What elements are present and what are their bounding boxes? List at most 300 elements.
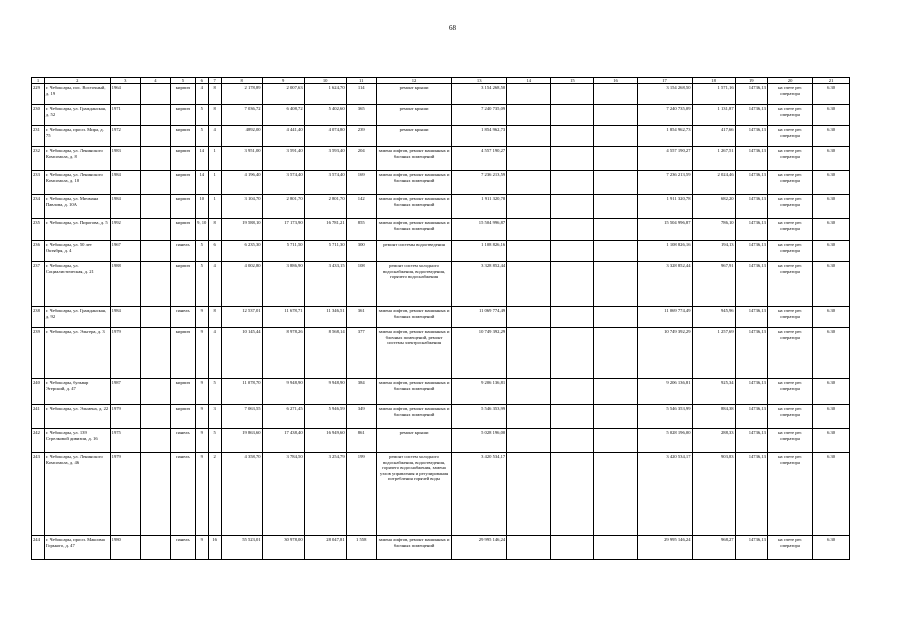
table-cell-col-14 bbox=[507, 241, 551, 262]
table-cell-col-11: 377 bbox=[346, 328, 376, 379]
table-cell-col-13: 1 854 962,73 bbox=[452, 126, 507, 147]
table-cell-col-11: 199 bbox=[346, 453, 376, 536]
table-cell-col-12: замена лифтов, ремонт машинных и блочных помещений bbox=[376, 307, 451, 328]
table-row bbox=[32, 429, 850, 453]
table-cell-col-12: замена лифтов, ремонт машинных и блочных помещений bbox=[376, 379, 451, 405]
table-cell-col-12: ремонт крыши bbox=[376, 429, 451, 453]
table-cell-col-1: 230 bbox=[32, 105, 45, 126]
table-cell-col-2: г. Чебоксары, ул. Ленинского Комсомола, д. 10 bbox=[44, 171, 110, 195]
table-cell-col-16 bbox=[594, 405, 637, 429]
table-cell-col-15 bbox=[551, 429, 594, 453]
table-cell-col-16 bbox=[594, 126, 637, 147]
table-cell-col-2: г. Чебоксары, ул. 50 лет Октября, д. 4 bbox=[44, 241, 110, 262]
table-cell-col-14 bbox=[507, 405, 551, 429]
table-cell-col-13: 7 236 213,59 bbox=[452, 171, 507, 195]
table-cell-col-20: на счете рег. оператора bbox=[767, 84, 812, 105]
table-cell-col-9: 11 678,71 bbox=[262, 307, 304, 328]
table-cell-col-12: ремонт крыши bbox=[376, 126, 451, 147]
table-cell-col-2: г. Чебоксары, ул. Ленинского Комсомола, д. 8 bbox=[44, 147, 110, 171]
table-cell-col-2: г. Чебоксары, ул. 139 Стрелковой дивизии, д. 16 bbox=[44, 429, 110, 453]
table-cell-col-19: 14736,13 bbox=[735, 328, 767, 379]
table-cell-col-8: 4 002,80 bbox=[221, 262, 262, 307]
table-cell-col-15 bbox=[551, 453, 594, 536]
table-cell-col-13: 5 546 353,99 bbox=[452, 405, 507, 429]
table-cell-col-12: замена лифтов, ремонт машинных и блочных помещений bbox=[376, 171, 451, 195]
table-cell-col-6: 9 bbox=[195, 379, 208, 405]
table-cell-col-18: 1 267,51 bbox=[692, 147, 735, 171]
table-cell-col-6: 5 bbox=[195, 262, 208, 307]
table-cell-col-6: 9 bbox=[195, 536, 208, 560]
table-cell-col-3: 1979 bbox=[110, 453, 140, 536]
table-cell-col-17: 11 069 774,49 bbox=[637, 307, 692, 328]
column-number-16: 16 bbox=[594, 78, 637, 84]
table-cell-col-9: 3 574,40 bbox=[262, 171, 304, 195]
table-cell-col-19: 14736,13 bbox=[735, 429, 767, 453]
table-cell-col-20: на счете рег. оператора bbox=[767, 241, 812, 262]
table-cell-col-2: г. Чебоксары, ул. Эльгера, д. 3 bbox=[44, 328, 110, 379]
table-cell-col-12: ремонт систем холодного водоснабжения, водоотведения, горячего водоснабжения, замена узлов управления и регулирования потребления горячей воды bbox=[376, 453, 451, 536]
table-cell-col-13: 3 328 852,44 bbox=[452, 262, 507, 307]
column-number-18: 18 bbox=[692, 78, 735, 84]
table-cell-col-3: 1972 bbox=[110, 126, 140, 147]
table-cell-col-19: 14736,13 bbox=[735, 307, 767, 328]
table-cell-col-5: кирпич bbox=[171, 84, 196, 105]
table-cell-col-8: 7 063,55 bbox=[221, 405, 262, 429]
table-cell-col-17: 7 236 213,59 bbox=[637, 171, 692, 195]
table-cell-col-1: 233 bbox=[32, 171, 45, 195]
table-cell-col-10: 3 433,15 bbox=[304, 262, 346, 307]
table-cell-col-3: 1964 bbox=[110, 84, 140, 105]
table-cell-col-2: г. Чебоксары, ул. Гражданская, д. 52 bbox=[44, 105, 110, 126]
table-cell-col-21: 6.30 bbox=[813, 262, 850, 307]
table-cell-col-4 bbox=[140, 105, 170, 126]
table-cell-col-2: г. Чебоксары, ул. Социалистическая, д. 21 bbox=[44, 262, 110, 307]
table-cell-col-2: г. Чебоксары, ул. Ленинского Комсомола, д. 46 bbox=[44, 453, 110, 536]
table-cell-col-4 bbox=[140, 171, 170, 195]
column-number-3: 3 bbox=[110, 78, 140, 84]
table-cell-col-10: 16 781,21 bbox=[304, 219, 346, 241]
table-cell-col-21: 6.30 bbox=[813, 195, 850, 219]
table-cell-col-16 bbox=[594, 195, 637, 219]
column-number-10: 10 bbox=[304, 78, 346, 84]
table-cell-col-7: 8 bbox=[208, 105, 221, 126]
table-cell-col-11: 114 bbox=[346, 84, 376, 105]
table-cell-col-21: 6.30 bbox=[813, 147, 850, 171]
table-cell-col-3: 1984 bbox=[110, 195, 140, 219]
table-cell-col-17: 10 749 392,29 bbox=[637, 328, 692, 379]
table-cell-col-1: 239 bbox=[32, 328, 45, 379]
table-cell-col-8: 3 104,70 bbox=[221, 195, 262, 219]
table-cell-col-13: 7 240 735,09 bbox=[452, 105, 507, 126]
table-cell-col-16 bbox=[594, 171, 637, 195]
table-row bbox=[32, 105, 850, 126]
table-cell-col-4 bbox=[140, 219, 170, 241]
table-cell-col-15 bbox=[551, 262, 594, 307]
table-cell-col-18: 967,91 bbox=[692, 262, 735, 307]
table-cell-col-3: 1983 bbox=[110, 147, 140, 171]
table-cell-col-11: 1 558 bbox=[346, 536, 376, 560]
table-cell-col-2: г. Чебоксары, пос. Восточный, д. 19 bbox=[44, 84, 110, 105]
table-cell-col-7: 1 bbox=[208, 147, 221, 171]
table-cell-col-10: 8 568,14 bbox=[304, 328, 346, 379]
table-cell-col-17: 3 154 268,50 bbox=[637, 84, 692, 105]
table-cell-col-21: 6.30 bbox=[813, 307, 850, 328]
table-cell-col-5: панель bbox=[171, 307, 196, 328]
table-cell-col-8: 2 178,89 bbox=[221, 84, 262, 105]
table-cell-col-9: 3 784,50 bbox=[262, 453, 304, 536]
table-cell-col-3: 1987 bbox=[110, 379, 140, 405]
table-cell-col-1: 236 bbox=[32, 241, 45, 262]
table-cell-col-11: 361 bbox=[346, 307, 376, 328]
table-cell-col-10: 16 949,60 bbox=[304, 429, 346, 453]
table-cell-col-14 bbox=[507, 379, 551, 405]
table-cell-col-7: 4 bbox=[208, 328, 221, 379]
table-row bbox=[32, 84, 850, 105]
table-cell-col-3: 1992 bbox=[110, 219, 140, 241]
table-cell-col-21: 6.30 bbox=[813, 429, 850, 453]
table-cell-col-11: 861 bbox=[346, 429, 376, 453]
table-cell-col-13: 10 749 392,29 bbox=[452, 328, 507, 379]
table-cell-col-19: 14736,13 bbox=[735, 126, 767, 147]
table-cell-col-15 bbox=[551, 105, 594, 126]
table-row bbox=[32, 307, 850, 328]
table-cell-col-17: 29 995 146,24 bbox=[637, 536, 692, 560]
table-cell-col-7: 5 bbox=[208, 379, 221, 405]
table-cell-col-16 bbox=[594, 328, 637, 379]
table-cell-col-1: 244 bbox=[32, 536, 45, 560]
table-cell-col-17: 9 206 136,81 bbox=[637, 379, 692, 405]
table-cell-col-4 bbox=[140, 241, 170, 262]
table-row bbox=[32, 126, 850, 147]
table-row bbox=[32, 453, 850, 536]
table-cell-col-2: г. Чебоксары, ул. Эльмена, д. 22 bbox=[44, 405, 110, 429]
table-cell-col-5: кирпич bbox=[171, 126, 196, 147]
table-cell-col-18: 925,34 bbox=[692, 379, 735, 405]
table-cell-col-11: 365 bbox=[346, 105, 376, 126]
table-cell-col-14 bbox=[507, 84, 551, 105]
table-cell-col-17: 1 911 320,78 bbox=[637, 195, 692, 219]
table-cell-col-7: 4 bbox=[208, 126, 221, 147]
table-cell-col-9: 4 441,40 bbox=[262, 126, 304, 147]
table-cell-col-17: 5 546 353,99 bbox=[637, 405, 692, 429]
table-cell-col-11: 349 bbox=[346, 405, 376, 429]
table-cell-col-20: на счете рег. оператора bbox=[767, 429, 812, 453]
table-cell-col-8: 4 196,40 bbox=[221, 171, 262, 195]
table-cell-col-12: замена лифтов, ремонт машинных и блочных помещений bbox=[376, 219, 451, 241]
table-cell-col-4 bbox=[140, 453, 170, 536]
table-cell-col-13: 5 028 196,00 bbox=[452, 429, 507, 453]
table-cell-col-10: 11 346,51 bbox=[304, 307, 346, 328]
table-cell-col-14 bbox=[507, 429, 551, 453]
table-cell-col-10: 5 711,30 bbox=[304, 241, 346, 262]
table-cell-col-17: 5 028 196,00 bbox=[637, 429, 692, 453]
table-cell-col-17: 3 328 852,44 bbox=[637, 262, 692, 307]
table-cell-col-15 bbox=[551, 328, 594, 379]
table-cell-col-6: 9 bbox=[195, 328, 208, 379]
column-number-8: 8 bbox=[221, 78, 262, 84]
table-cell-col-21: 6.30 bbox=[813, 379, 850, 405]
table-cell-col-5: кирпич bbox=[171, 405, 196, 429]
table-cell-col-15 bbox=[551, 147, 594, 171]
table-cell-col-1: 235 bbox=[32, 219, 45, 241]
table-cell-col-13: 3 154 268,50 bbox=[452, 84, 507, 105]
table-cell-col-10: 5 946,59 bbox=[304, 405, 346, 429]
table-cell-col-19: 14736,13 bbox=[735, 405, 767, 429]
table-cell-col-1: 234 bbox=[32, 195, 45, 219]
table-cell-col-12: ремонт крыши bbox=[376, 84, 451, 105]
table-cell-col-3: 1979 bbox=[110, 405, 140, 429]
table-cell-col-19: 14736,13 bbox=[735, 147, 767, 171]
table-cell-col-2: г. Чебоксары, просп. Максима Горького, д. 47 bbox=[44, 536, 110, 560]
table-cell-col-21: 6.30 bbox=[813, 171, 850, 195]
table-cell-col-4 bbox=[140, 405, 170, 429]
table-cell-col-14 bbox=[507, 453, 551, 536]
table-cell-col-1: 237 bbox=[32, 262, 45, 307]
table-cell-col-17: 1 108 826,16 bbox=[637, 241, 692, 262]
table-cell-col-9: 6 408,72 bbox=[262, 105, 304, 126]
table-cell-col-12: замена лифтов, ремонт машинных и блочных помещений, ремонт системы электроснабжения bbox=[376, 328, 451, 379]
table-cell-col-5: кирпич bbox=[171, 147, 196, 171]
table-cell-col-21: 6.30 bbox=[813, 328, 850, 379]
column-number-17: 17 bbox=[637, 78, 692, 84]
table-cell-col-21: 6.30 bbox=[813, 453, 850, 536]
table-cell-col-9: 30 978,00 bbox=[262, 536, 304, 560]
table-cell-col-20: на счете рег. оператора bbox=[767, 328, 812, 379]
table-cell-col-13: 4 557 190,27 bbox=[452, 147, 507, 171]
table-cell-col-6: 9 bbox=[195, 405, 208, 429]
table-cell-col-20: на счете рег. оператора bbox=[767, 147, 812, 171]
table-cell-col-5: кирпич bbox=[171, 379, 196, 405]
table-cell-col-14 bbox=[507, 105, 551, 126]
table-cell-col-13: 3 420 534,17 bbox=[452, 453, 507, 536]
table-cell-col-14 bbox=[507, 307, 551, 328]
table-row bbox=[32, 195, 850, 219]
table-cell-col-8: 19 588,10 bbox=[221, 219, 262, 241]
table-cell-col-17: 1 854 962,73 bbox=[637, 126, 692, 147]
table-cell-col-7: 2 bbox=[208, 453, 221, 536]
table-cell-col-1: 241 bbox=[32, 405, 45, 429]
table-cell-col-7: 1 bbox=[208, 195, 221, 219]
table-cell-col-6: 9 bbox=[195, 429, 208, 453]
table-cell-col-18: 903,83 bbox=[692, 453, 735, 536]
table-cell-col-2: г. Чебоксары, просп. Мира, д. 75 bbox=[44, 126, 110, 147]
table-cell-col-14 bbox=[507, 147, 551, 171]
table-cell-col-13: 1 911 320,78 bbox=[452, 195, 507, 219]
table-cell-col-19: 14736,13 bbox=[735, 536, 767, 560]
table-cell-col-17: 4 557 190,27 bbox=[637, 147, 692, 171]
table-cell-col-16 bbox=[594, 147, 637, 171]
column-number-15: 15 bbox=[551, 78, 594, 84]
table-cell-col-19: 14736,13 bbox=[735, 262, 767, 307]
table-cell-col-1: 242 bbox=[32, 429, 45, 453]
table-cell-col-19: 14736,13 bbox=[735, 453, 767, 536]
table-cell-col-17: 7 240 735,09 bbox=[637, 105, 692, 126]
table-cell-col-12: ремонт систем холодного водоснабжения, водоотведения, горячего водоснабжения bbox=[376, 262, 451, 307]
table-cell-col-18: 945,96 bbox=[692, 307, 735, 328]
table-cell-col-5: панель bbox=[171, 536, 196, 560]
table-cell-col-16 bbox=[594, 379, 637, 405]
table-cell-col-13: 11 069 774,49 bbox=[452, 307, 507, 328]
table-cell-col-8: 3 951,00 bbox=[221, 147, 262, 171]
table-cell-col-5: кирпич bbox=[171, 171, 196, 195]
table-cell-col-9: 8 978,26 bbox=[262, 328, 304, 379]
table-cell-col-20: на счете рег. оператора bbox=[767, 262, 812, 307]
table-cell-col-18: 1 257,69 bbox=[692, 328, 735, 379]
table-cell-col-20: на счете рег. оператора bbox=[767, 453, 812, 536]
table-row bbox=[32, 241, 850, 262]
table-cell-col-7: 3 bbox=[208, 405, 221, 429]
table-cell-col-10: 1 624,70 bbox=[304, 84, 346, 105]
table-cell-col-9: 3 886,90 bbox=[262, 262, 304, 307]
table-cell-col-15 bbox=[551, 171, 594, 195]
table-cell-col-13: 15 504 996,87 bbox=[452, 219, 507, 241]
column-number-20: 20 bbox=[767, 78, 812, 84]
table-cell-col-21: 6.30 bbox=[813, 84, 850, 105]
table-cell-col-11: 384 bbox=[346, 379, 376, 405]
table-cell-col-13: 1 108 826,16 bbox=[452, 241, 507, 262]
table-cell-col-3: 1975 bbox=[110, 429, 140, 453]
table-cell-col-5: кирпич bbox=[171, 219, 196, 241]
table-cell-col-4 bbox=[140, 126, 170, 147]
table-cell-col-6: 4 bbox=[195, 84, 208, 105]
table-cell-col-8: 11 078,70 bbox=[221, 379, 262, 405]
table-cell-col-18: 1 571,16 bbox=[692, 84, 735, 105]
table-cell-col-4 bbox=[140, 84, 170, 105]
table-cell-col-8: 4892,00 bbox=[221, 126, 262, 147]
table-cell-col-4 bbox=[140, 379, 170, 405]
table-cell-col-19: 14736,13 bbox=[735, 379, 767, 405]
table-cell-col-21: 6.30 bbox=[813, 536, 850, 560]
table-cell-col-7: 6 bbox=[208, 241, 221, 262]
table-cell-col-9: 6 271,45 bbox=[262, 405, 304, 429]
table-cell-col-14 bbox=[507, 262, 551, 307]
table-cell-col-12: замена лифтов, ремонт машинных и блочных помещений bbox=[376, 536, 451, 560]
table-cell-col-11: 142 bbox=[346, 195, 376, 219]
column-number-12: 12 bbox=[376, 78, 451, 84]
table-cell-col-3: 1971 bbox=[110, 105, 140, 126]
table-cell-col-7: 8 bbox=[208, 307, 221, 328]
table-cell-col-1: 240 bbox=[32, 379, 45, 405]
table-cell-col-14 bbox=[507, 195, 551, 219]
table-cell-col-18: 1 131,87 bbox=[692, 105, 735, 126]
table-cell-col-7: 8 bbox=[208, 219, 221, 241]
table-cell-col-10: 2 801,70 bbox=[304, 195, 346, 219]
table-cell-col-6: 5 bbox=[195, 105, 208, 126]
table-cell-col-9: 2 007,63 bbox=[262, 84, 304, 105]
page-number: 68 bbox=[449, 24, 456, 32]
table-cell-col-20: на счете рег. оператора bbox=[767, 405, 812, 429]
table-cell-col-9: 17 438,40 bbox=[262, 429, 304, 453]
table-cell-col-10: 3 574,40 bbox=[304, 171, 346, 195]
table-cell-col-16 bbox=[594, 307, 637, 328]
table-cell-col-6: 9 bbox=[195, 307, 208, 328]
table-row bbox=[32, 219, 850, 241]
table-cell-col-6: 5 bbox=[195, 241, 208, 262]
table-cell-col-21: 6.30 bbox=[813, 219, 850, 241]
table-cell-col-19: 14736,13 bbox=[735, 171, 767, 195]
table-cell-col-4 bbox=[140, 195, 170, 219]
column-number-19: 19 bbox=[735, 78, 767, 84]
column-number-5: 5 bbox=[171, 78, 196, 84]
table-cell-col-9: 17 173,90 bbox=[262, 219, 304, 241]
table-cell-col-11: 169 bbox=[346, 171, 376, 195]
table-cell-col-9: 5 711,50 bbox=[262, 241, 304, 262]
column-number-13: 13 bbox=[452, 78, 507, 84]
table-cell-col-9: 2 801,70 bbox=[262, 195, 304, 219]
table-cell-col-3: 1984 bbox=[110, 171, 140, 195]
table-cell-col-16 bbox=[594, 453, 637, 536]
column-number-7: 7 bbox=[208, 78, 221, 84]
table-cell-col-5: кирпич bbox=[171, 105, 196, 126]
table-cell-col-9: 9 948,90 bbox=[262, 379, 304, 405]
table-cell-col-8: 12 537,01 bbox=[221, 307, 262, 328]
table-cell-col-5: панель bbox=[171, 241, 196, 262]
table-cell-col-2: г. Чебоксары, ул. Мичмана Павлова, д. 10А bbox=[44, 195, 110, 219]
table-cell-col-3: 1984 bbox=[110, 307, 140, 328]
table-cell-col-15 bbox=[551, 126, 594, 147]
table-cell-col-20: на счете рег. оператора bbox=[767, 171, 812, 195]
table-cell-col-2: г. Чебоксары, ул. Гражданская, д. 92 bbox=[44, 307, 110, 328]
table-cell-col-13: 29 995 146,24 bbox=[452, 536, 507, 560]
table-cell-col-14 bbox=[507, 536, 551, 560]
table-cell-col-14 bbox=[507, 171, 551, 195]
table-cell-col-16 bbox=[594, 219, 637, 241]
table-cell-col-10: 28 047,81 bbox=[304, 536, 346, 560]
table-cell-col-18: 682,20 bbox=[692, 195, 735, 219]
table-cell-col-18: 884,38 bbox=[692, 405, 735, 429]
table-cell-col-7: 8 bbox=[208, 84, 221, 105]
column-number-11: 11 bbox=[346, 78, 376, 84]
column-number-1: 1 bbox=[32, 78, 45, 84]
table-cell-col-12: ремонт системы водоотведения bbox=[376, 241, 451, 262]
table-cell-col-17: 3 420 534,17 bbox=[637, 453, 692, 536]
table-row bbox=[32, 147, 850, 171]
table-cell-col-10: 9 948,90 bbox=[304, 379, 346, 405]
table-cell-col-21: 6.30 bbox=[813, 126, 850, 147]
table-cell-col-16 bbox=[594, 536, 637, 560]
table-cell-col-11: 108 bbox=[346, 262, 376, 307]
table-cell-col-21: 6.30 bbox=[813, 241, 850, 262]
table-cell-col-3: 1988 bbox=[110, 262, 140, 307]
table-cell-col-15 bbox=[551, 307, 594, 328]
table-cell-col-20: на счете рег. оператора bbox=[767, 379, 812, 405]
table-cell-col-18: 417,66 bbox=[692, 126, 735, 147]
table-cell-col-8: 19 863,60 bbox=[221, 429, 262, 453]
table-cell-col-16 bbox=[594, 84, 637, 105]
table-cell-col-5: кирпич bbox=[171, 262, 196, 307]
table-cell-col-4 bbox=[140, 429, 170, 453]
table-cell-col-20: на счете рег. оператора bbox=[767, 219, 812, 241]
table-cell-col-8: 55 523,01 bbox=[221, 536, 262, 560]
table-cell-col-7: 4 bbox=[208, 262, 221, 307]
table-cell-col-10: 5 402,60 bbox=[304, 105, 346, 126]
table-cell-col-15 bbox=[551, 84, 594, 105]
table-cell-col-4 bbox=[140, 536, 170, 560]
table-cell-col-19: 14736,13 bbox=[735, 195, 767, 219]
table-cell-col-16 bbox=[594, 429, 637, 453]
table-cell-col-15 bbox=[551, 536, 594, 560]
table-cell-col-15 bbox=[551, 195, 594, 219]
table-cell-col-6: 5 bbox=[195, 126, 208, 147]
table-cell-col-18: 968,27 bbox=[692, 536, 735, 560]
table-cell-col-1: 238 bbox=[32, 307, 45, 328]
table-cell-col-12: замена лифтов, ремонт машинных и блочных помещений bbox=[376, 195, 451, 219]
table-cell-col-20: на счете рег. оператора bbox=[767, 195, 812, 219]
table-cell-col-19: 14736,13 bbox=[735, 84, 767, 105]
table-cell-col-20: на счете рег. оператора bbox=[767, 126, 812, 147]
column-number-6: 6 bbox=[195, 78, 208, 84]
table-cell-col-13: 9 206 136,81 bbox=[452, 379, 507, 405]
